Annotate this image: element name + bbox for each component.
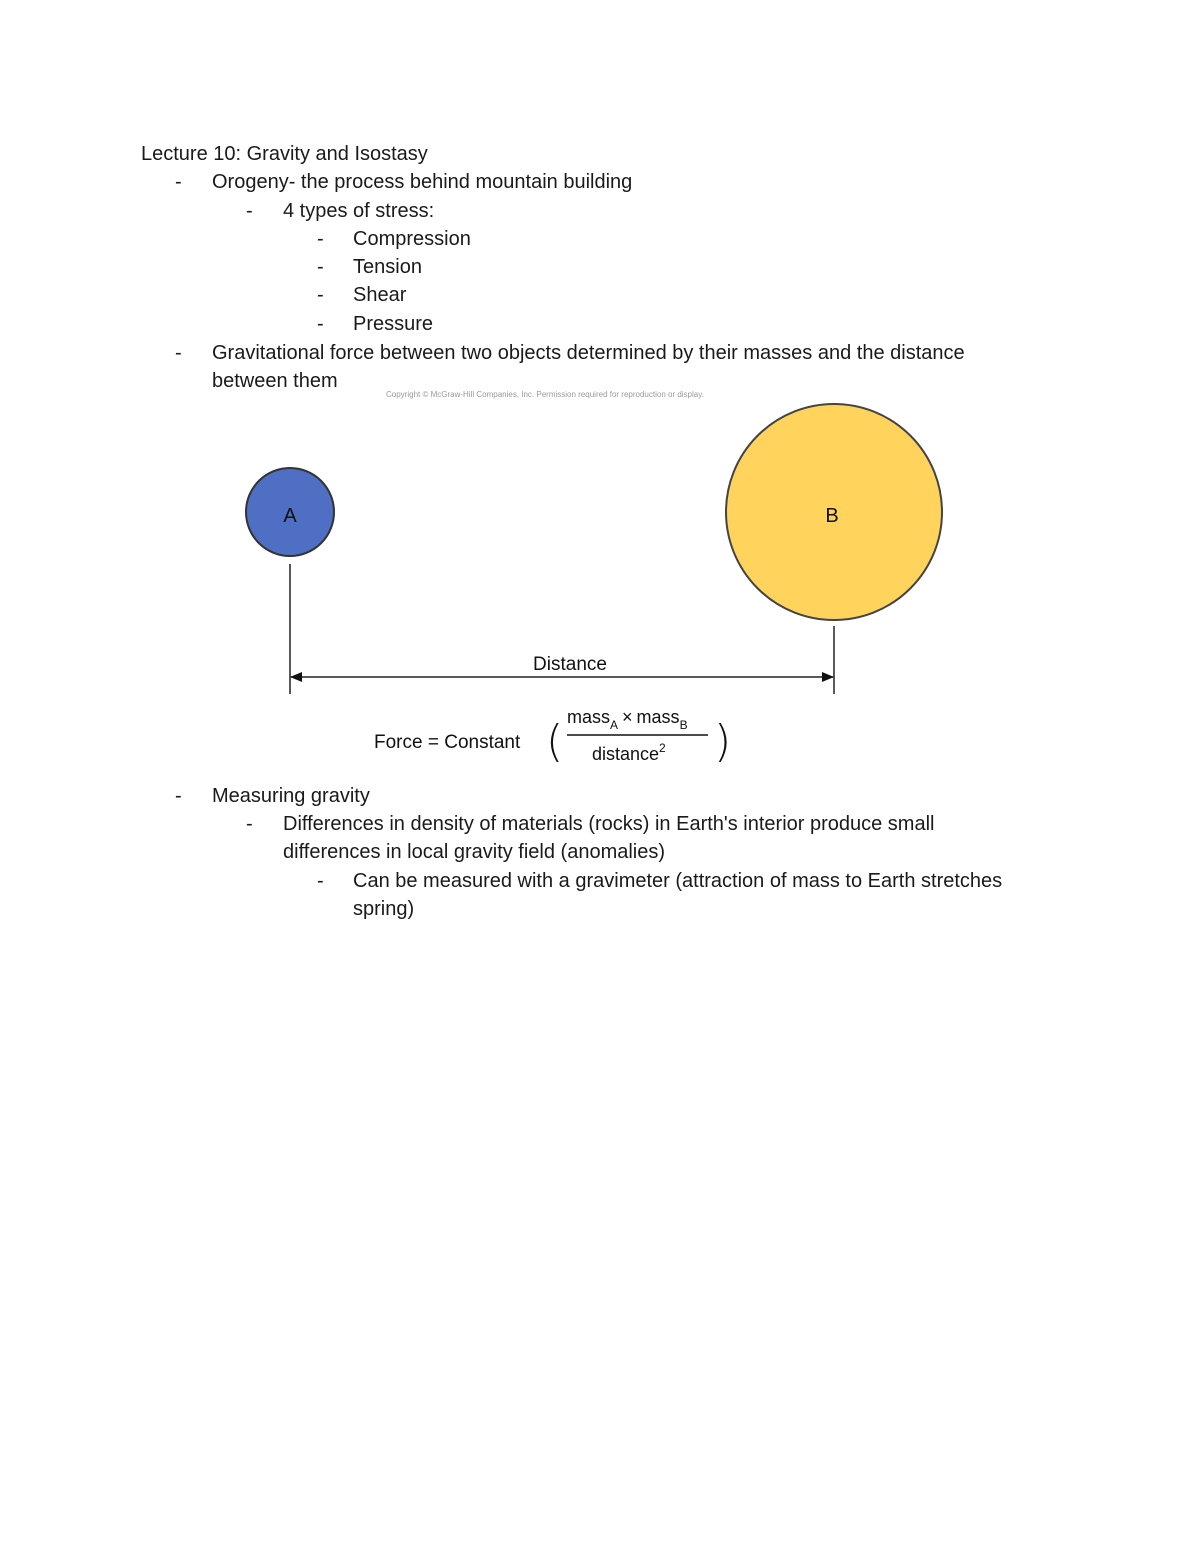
- bullet-gravimeter-line1: Can be measured with a gravimeter (attraction of mass to Earth stretches: [353, 870, 1003, 892]
- bullet-dash: -: [317, 870, 324, 892]
- mass-a-label: A: [283, 505, 297, 527]
- bullet-orogeny: Orogeny- the process behind mountain building: [212, 171, 633, 193]
- bullet-dash: -: [317, 256, 324, 278]
- bullet-dash: -: [246, 813, 253, 835]
- bullet-differences-line2: differences in local gravity field (anomalies): [283, 841, 666, 863]
- bullet-dash: -: [175, 785, 182, 807]
- figure-copyright: Copyright © McGraw-Hill Companies, Inc. Permission required for reproduction or display.: [386, 390, 704, 399]
- bullet-dash: -: [317, 228, 324, 250]
- bullet-grav-force-line1: Gravitational force between two objects determined by their masses and the distance: [212, 342, 965, 364]
- bullet-shear: Shear: [353, 284, 407, 306]
- bullet-tension: Tension: [353, 256, 422, 278]
- formula-close-paren: ): [714, 716, 732, 767]
- mass-b-label: B: [825, 505, 839, 527]
- gravity-figure: [220, 388, 980, 778]
- formula-sub-a: A: [610, 718, 619, 732]
- formula-mass-b: mass: [636, 707, 680, 727]
- formula-exponent: 2: [659, 741, 666, 755]
- bullet-measuring-gravity: Measuring gravity: [212, 785, 370, 807]
- bullet-differences-line1: Differences in density of materials (rocks) in Earth's interior produce small: [283, 813, 935, 835]
- formula-distance: distance: [592, 744, 660, 764]
- bullet-dash: -: [317, 313, 324, 335]
- bullet-dash: -: [175, 171, 182, 193]
- bullet-compression: Compression: [353, 228, 471, 250]
- bullet-pressure: Pressure: [353, 313, 434, 335]
- formula-sub-b: B: [679, 718, 688, 732]
- bullet-grav-force-line2: between them: [212, 370, 338, 392]
- formula-mass-a: mass: [567, 707, 611, 727]
- formula-open-paren: (: [546, 716, 564, 767]
- distance-label: Distance: [533, 654, 607, 675]
- bullet-dash: -: [175, 342, 182, 364]
- bullet-stress-types: 4 types of stress:: [283, 200, 435, 222]
- formula-denominator: [592, 741, 666, 764]
- formula-times: ×: [622, 707, 633, 727]
- bullet-dash: -: [317, 284, 324, 306]
- bullet-gravimeter-line2: spring): [353, 898, 415, 920]
- formula-lhs: Force = Constant: [374, 732, 521, 753]
- formula-numerator: [567, 707, 688, 732]
- page-title: Lecture 10: Gravity and Isostasy: [141, 143, 428, 165]
- bullet-dash: -: [246, 200, 253, 222]
